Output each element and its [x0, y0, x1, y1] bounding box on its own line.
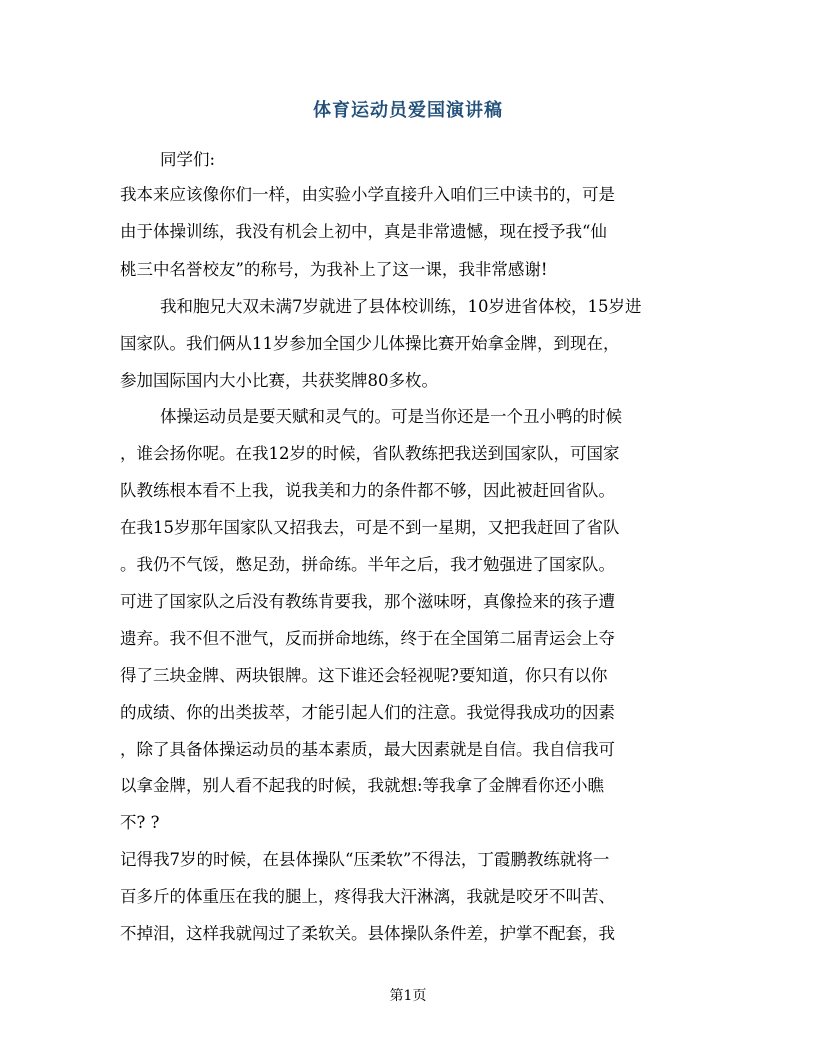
- text-line: 可进了国家队之后没有教练肯要我，那个滋味呀，真像捡来的孩子遭: [120, 592, 615, 611]
- text-line: 在我15岁那年国家队又招我去，可是不到一星期，又把我赶回了省队: [120, 518, 620, 537]
- document-title: 体育运动员爱国演讲稿: [313, 100, 503, 121]
- page-number: 第1页: [389, 988, 427, 1004]
- text-line: 我和胞兄大双未满7岁就进了县体校训练，10岁进省体校，15岁进: [160, 297, 642, 316]
- text-line: 我本来应该像你们一样，由实验小学直接升入咱们三中读书的，可是: [120, 185, 615, 204]
- text-line: 百多斤的体重压在我的腿上，疼得我大汗淋漓，我就是咬牙不叫苦、: [120, 887, 615, 906]
- text-line: 由于体操训练，我没有机会上初中，真是非常遗憾，现在授予我“仙: [120, 222, 607, 241]
- text-line: 参加国际国内大小比赛，共获奖牌80多枚。: [120, 371, 438, 390]
- text-line: 遗弃。我不但不泄气，反而拼命地练，终于在全国第二届青运会上夺: [120, 629, 615, 648]
- text-line: ，谁会扬你呢。在我12岁的时候，省队教练把我送到国家队，可国家: [120, 444, 620, 463]
- text-line: 的成绩、你的出类拔萃，才能引起人们的注意。我觉得我成功的因素: [120, 703, 615, 722]
- text-line: 桃三中名誉校友”的称号，为我补上了这一课，我非常感谢!: [120, 260, 548, 279]
- text-line: 以拿金牌，别人看不起我的时候，我就想:等我拿了金牌看你还小瞧: [120, 776, 605, 795]
- text-line: 不掉泪，这样我就闯过了柔软关。县体操队条件差，护掌不配套，我: [120, 924, 615, 943]
- text-line: 得了三块金牌、两块银牌。这下谁还会轻视呢?要知道，你只有以你: [120, 666, 608, 685]
- text-line: 体操运动员是要天赋和灵气的。可是当你还是一个丑小鸭的时候: [160, 407, 622, 426]
- text-line: 记得我7岁的时候，在县体操队“压柔软”不得法，丁霞鹏教练就将一: [120, 850, 610, 869]
- salutation-line: 同学们:: [160, 150, 216, 169]
- text-line: 。我仍不气馁，憋足劲，拼命练。半年之后，我才勉强进了国家队。: [120, 555, 615, 574]
- text-line: 不? ?: [120, 813, 160, 832]
- text-line: 国家队。我们俩从11岁参加全国少儿体操比赛开始拿金牌，到现在，: [120, 334, 620, 353]
- text-line: 队教练根本看不上我，说我美和力的条件都不够，因此被赶回省队。: [120, 481, 615, 500]
- text-line: ，除了具备体操运动员的基本素质，最大因素就是自信。我自信我可: [120, 740, 615, 759]
